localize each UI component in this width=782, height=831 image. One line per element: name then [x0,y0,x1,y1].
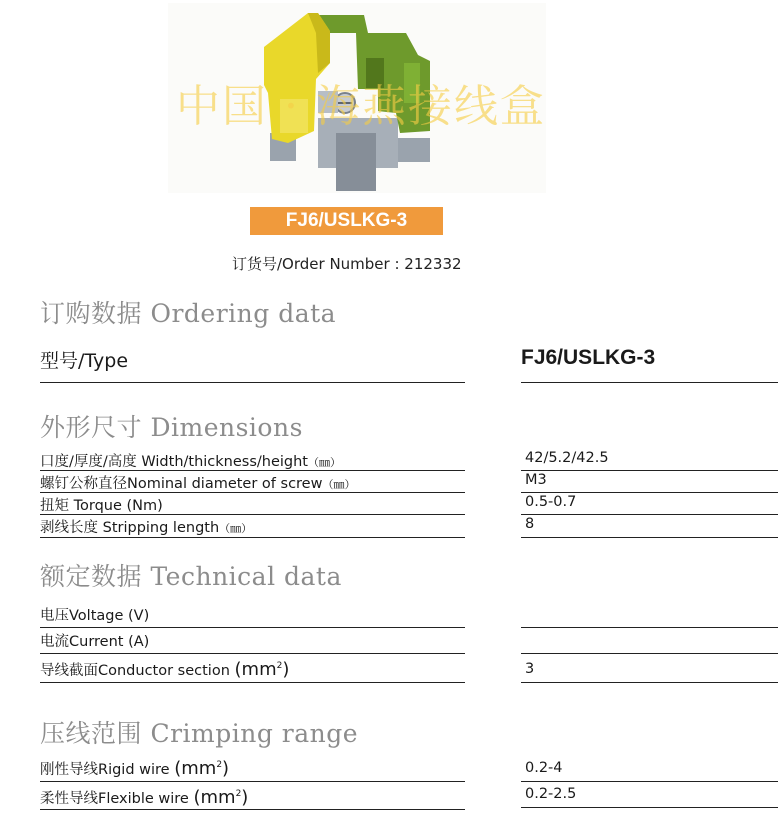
model-badge: FJ6/USLKG-3 [250,207,443,235]
divider [521,682,778,683]
crimping-label-rigid: 刚性导线Rigid wire $(mm^2)$ [40,758,230,779]
divider [40,627,465,628]
watermark-text: 中国 · 海燕接线盒 [176,81,546,132]
divider [521,470,778,471]
section-title-ordering: 订购数据 Ordering data [40,299,337,328]
rail-clip-right [396,138,430,162]
divider [40,537,465,538]
order-number: 订货号/Order Number : 212332 [232,255,462,273]
divider [521,781,778,782]
dimension-label-screw: 螺钉公称直径Nominal diameter of screw（㎜） [40,476,356,492]
divider [40,809,465,810]
divider [521,492,778,493]
technical-label-current: 电流Current (A) [40,634,150,650]
technical-value-conductor: 3 [525,661,535,677]
divider [521,807,778,808]
crimping-value-flexible: 0.2-2.5 [525,786,577,802]
divider [521,653,778,654]
dimension-label-width: 口度/厚度/高度 Width/thickness/height（㎜） [40,454,341,470]
section-title-dimensions: 外形尺寸 Dimensions [40,413,303,442]
type-value: FJ6/USLKG-3 [521,346,656,369]
divider [40,492,465,493]
section-title-crimping: 压线范围 Crimping range [40,719,359,748]
dimension-label-torque: 扭矩 Torque (Nm) [40,498,163,514]
divider-type-left [40,382,465,383]
crimping-value-rigid: 0.2-4 [525,760,563,776]
divider [521,537,778,538]
divider [40,781,465,782]
dimension-value-width: 42/5.2/42.5 [525,450,609,466]
divider [40,514,465,515]
divider [40,470,465,471]
technical-label-voltage: 电压Voltage (V) [40,608,150,624]
divider [40,653,465,654]
dimension-value-torque: 0.5-0.7 [525,494,577,510]
divider [521,514,778,515]
technical-label-conductor: 导线截面Conductor section $(mm^2)$ [40,659,290,680]
divider-type-right [521,382,778,383]
crimping-label-flexible: 柔性导线Flexible wire $(mm^2)$ [40,787,249,808]
type-label: 型号/Type [40,350,129,372]
divider [521,627,778,628]
section-title-technical: 额定数据 Technical data [40,562,342,591]
metal-base [336,133,376,191]
dimension-label-stripping: 剥线长度 Stripping length（㎜） [40,520,253,536]
dimension-value-stripping: 8 [525,516,535,532]
divider [40,682,465,683]
dimension-value-screw: M3 [525,472,547,488]
